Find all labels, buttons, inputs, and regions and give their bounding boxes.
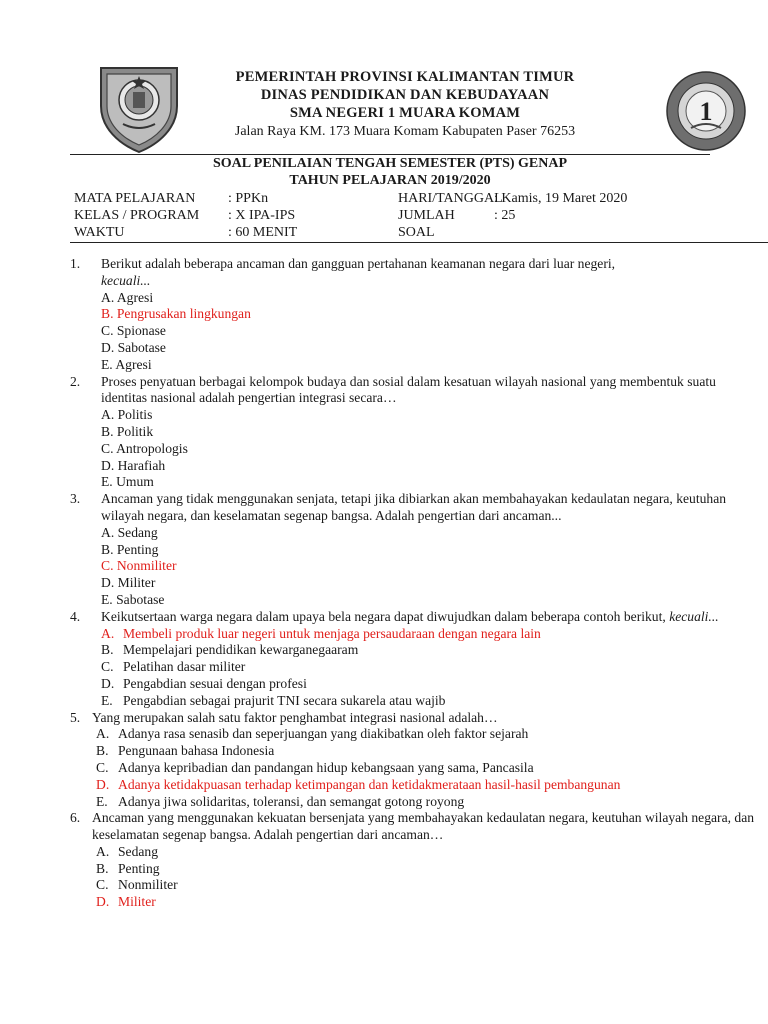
question-italic: kecuali... bbox=[101, 272, 151, 288]
option-b[interactable] bbox=[96, 861, 760, 878]
options-3 bbox=[70, 525, 760, 609]
option-text: Adanya ketidakpuasan terhadap ketimpangan dan ketidakmerataan hasil-hasil pembangunan bbox=[118, 776, 621, 792]
option-letter: A. bbox=[96, 726, 110, 742]
option-c[interactable] bbox=[101, 659, 760, 676]
header-school: SMA NEGERI 1 MUARA KOMAM bbox=[289, 105, 521, 121]
option-e[interactable] bbox=[96, 794, 760, 811]
exam-title-line1: SOAL PENILAIAN TENGAH SEMESTER (PTS) GENAP bbox=[212, 156, 568, 171]
svg-text:1: 1 bbox=[699, 97, 713, 126]
option-e[interactable]: E. Umum bbox=[101, 474, 154, 490]
kelas-value: : X IPA-IPS bbox=[228, 208, 296, 223]
option-text: Sedang bbox=[118, 843, 159, 859]
exam-title bbox=[70, 155, 710, 189]
option-letter: D. bbox=[101, 675, 115, 691]
question-number: 1. bbox=[70, 256, 81, 271]
option-text: Penting bbox=[118, 860, 160, 876]
option-d[interactable]: D. Militer bbox=[101, 575, 156, 591]
exam-info bbox=[74, 190, 754, 241]
option-e[interactable] bbox=[101, 693, 760, 710]
options-1 bbox=[70, 290, 760, 374]
option-text: Adanya rasa senasib dan seperjuangan yang diakibatkan oleh faktor sejarah bbox=[118, 726, 529, 742]
option-c[interactable]: C. Nonmiliter bbox=[101, 558, 177, 574]
mapel-label: MATA PELAJARAN bbox=[74, 191, 196, 206]
question-4 bbox=[70, 609, 760, 626]
option-text: Pengabdian sebagai prajurit TNI secara sukarela atau wajib bbox=[123, 692, 446, 708]
option-letter: B. bbox=[101, 642, 114, 658]
school-emblem-logo bbox=[665, 70, 747, 152]
option-letter: C. bbox=[101, 659, 114, 675]
option-c[interactable] bbox=[96, 877, 760, 894]
options-2 bbox=[70, 407, 760, 491]
option-a[interactable] bbox=[101, 626, 760, 643]
option-c[interactable]: C. Antropologis bbox=[101, 440, 188, 456]
question-text: Proses penyatuan berbagai kelompok budaya dan sosial dalam kesatuan wilayah nasional yang membentuk suatu identitas nasional adalah pengertian integrasi secara… bbox=[101, 373, 716, 406]
question-text: Ancaman yang tidak menggunakan senjata, tetapi jika dibiarkan akan membahayakan kedaulatan negara, keutuhan wilayah negara, dan keselamatan segenap bangsa. Adalah pengertian dari ancaman... bbox=[101, 491, 727, 523]
option-d[interactable] bbox=[96, 777, 760, 794]
option-letter: B. bbox=[96, 860, 109, 876]
question-text: Keikutsertaan warga negara dalam upaya bela negara dapat diwujudkan dalam beberapa contoh berikut, bbox=[101, 608, 666, 624]
option-d[interactable] bbox=[101, 676, 760, 693]
question-number: 2. bbox=[70, 373, 81, 389]
option-text: Pengabdian sesuai dengan profesi bbox=[123, 675, 307, 691]
option-a[interactable]: A. Agresi bbox=[101, 289, 154, 305]
hari-value: : Kamis, 19 Maret 2020 bbox=[494, 191, 628, 206]
option-a[interactable] bbox=[96, 726, 760, 743]
option-a[interactable] bbox=[96, 844, 760, 861]
option-letter: B. bbox=[96, 743, 109, 759]
option-letter: C. bbox=[96, 759, 109, 775]
waktu-label: WAKTU bbox=[74, 225, 125, 240]
question-6 bbox=[70, 810, 760, 844]
option-a[interactable]: A. Sedang bbox=[101, 524, 158, 540]
option-text: Pengunaan bahasa Indonesia bbox=[118, 743, 275, 759]
option-letter: D. bbox=[96, 776, 110, 792]
option-letter: A. bbox=[96, 843, 110, 859]
option-b[interactable] bbox=[101, 642, 760, 659]
jumlah-label: JUMLAH SOAL bbox=[398, 208, 455, 240]
option-c[interactable] bbox=[96, 760, 760, 777]
question-3 bbox=[70, 491, 760, 525]
options-5 bbox=[70, 726, 760, 810]
option-b[interactable]: B. Pengrusakan lingkungan bbox=[101, 306, 251, 322]
question-text: Yang merupakan salah satu faktor penghambat integrasi nasional adalah… bbox=[92, 709, 498, 725]
question-2 bbox=[70, 374, 760, 408]
question-number: 3. bbox=[70, 491, 81, 507]
option-e[interactable]: E. Agresi bbox=[101, 356, 152, 372]
header-department: DINAS PENDIDIKAN DAN KEBUDAYAAN bbox=[260, 87, 550, 103]
option-letter: A. bbox=[101, 625, 115, 641]
jumlah-value: : 25 bbox=[494, 208, 516, 223]
question-list bbox=[70, 256, 760, 911]
header-address: Jalan Raya KM. 173 Muara Komam Kabupaten Paser 76253 bbox=[234, 124, 576, 139]
hari-label: HARI/TANGGAL bbox=[398, 191, 503, 206]
option-d[interactable]: D. Harafiah bbox=[101, 457, 166, 473]
option-d[interactable]: D. Sabotase bbox=[101, 339, 166, 355]
option-text: Nonmiliter bbox=[118, 877, 178, 893]
question-text: Ancaman yang menggunakan kekuatan bersenjata yang membahayakan kedaulatan negara, keutuhan wilayah negara, dan keselamatan segenap bangsa. Adalah pengertian dari ancaman… bbox=[92, 810, 755, 843]
option-text: Mempelajari pendidikan kewarganegaaram bbox=[123, 642, 359, 658]
option-letter: D. bbox=[96, 894, 110, 910]
option-e[interactable]: E. Sabotase bbox=[101, 591, 165, 607]
question-1 bbox=[70, 256, 760, 290]
waktu-value: : 60 MENIT bbox=[228, 225, 298, 240]
exam-title-line2: TAHUN PELAJARAN 2019/2020 bbox=[289, 173, 491, 188]
option-b[interactable]: B. Penting bbox=[101, 541, 159, 557]
option-letter: E. bbox=[96, 793, 108, 809]
mapel-value: : PPKn bbox=[228, 191, 269, 206]
option-letter: E. bbox=[101, 692, 113, 708]
option-b[interactable] bbox=[96, 743, 760, 760]
letterhead bbox=[170, 68, 640, 141]
option-text: Membeli produk luar negeri untuk menjaga persaudaraan dengan negara lain bbox=[123, 625, 541, 641]
option-a[interactable]: A. Politis bbox=[101, 407, 153, 423]
option-text: Adanya jiwa solidaritas, toleransi, dan semangat gotong royong bbox=[118, 793, 465, 809]
question-number: 5. bbox=[70, 709, 81, 725]
option-d[interactable] bbox=[96, 894, 760, 911]
question-italic: kecuali... bbox=[669, 608, 719, 624]
options-4 bbox=[70, 626, 760, 710]
option-text: Adanya kepribadian dan pandangan hidup kebangsaan yang sama, Pancasila bbox=[118, 759, 534, 775]
option-b[interactable]: B. Politik bbox=[101, 423, 154, 439]
question-number: 4. bbox=[70, 608, 81, 624]
option-text: Pelatihan dasar militer bbox=[123, 659, 246, 675]
option-text: Militer bbox=[118, 894, 156, 910]
options-6 bbox=[70, 844, 760, 911]
kelas-label: KELAS / PROGRAM bbox=[74, 208, 200, 223]
question-number: 6. bbox=[70, 810, 81, 826]
question-text: Berikut adalah beberapa ancaman dan gangguan pertahanan keamanan negara dari luar negeri, bbox=[101, 256, 616, 271]
option-letter: C. bbox=[96, 877, 109, 893]
option-c[interactable]: C. Spionase bbox=[101, 323, 166, 339]
question-5 bbox=[70, 710, 760, 727]
info-divider bbox=[70, 242, 768, 243]
header-province: PEMERINTAH PROVINSI KALIMANTAN TIMUR bbox=[235, 69, 575, 85]
